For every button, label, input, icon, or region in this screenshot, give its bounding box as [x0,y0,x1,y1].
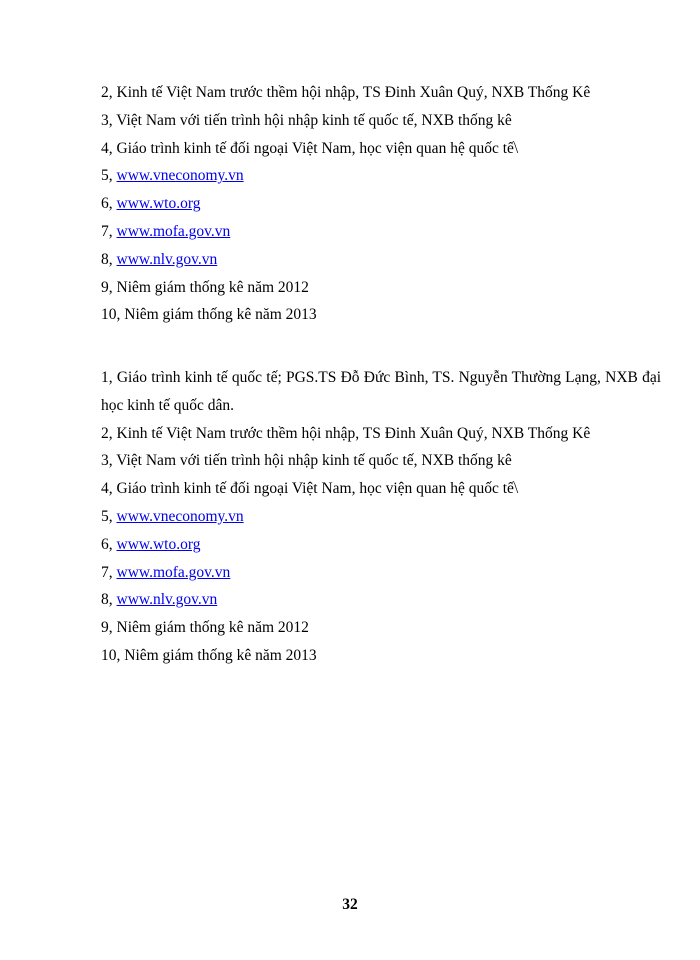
reference-item [101,246,661,274]
reference-link-mofa[interactable]: www.mofa.gov.vn [116,222,231,240]
reference-text: Niêm giám thống kê năm 2013 [124,646,317,664]
reference-link-wto[interactable]: www.wto.org [116,535,201,553]
reference-item [101,135,661,163]
reference-text: Việt Nam với tiến trình hội nhập kinh tế quốc tế, NXB thống kê [116,111,512,129]
reference-link-mofa[interactable]: www.mofa.gov.vn [116,563,231,581]
reference-number: 6, [101,535,113,553]
reference-number: 2, [101,84,113,101]
reference-item [101,420,661,448]
reference-number: 4, [101,480,113,498]
reference-number: 9, [101,619,113,637]
reference-text: Giáo trình kinh tế quốc tế; PGS.TS Đỗ Đức Bình, TS. Nguyễn Thường Lạng, NXB đại học kinh tế quốc dân. [101,369,662,414]
reference-number: 3, [101,452,113,470]
reference-list-second [101,364,661,670]
reference-link-vneconomy[interactable]: www.vneconomy.vn [116,507,244,525]
reference-number: 10, [101,646,121,664]
reference-text: Kinh tế Việt Nam trước thềm hội nhập, TS Đinh Xuân Quý, NXB Thống Kê [116,424,591,442]
reference-item [101,162,661,190]
reference-item [101,586,661,614]
reference-number: 7, [101,222,113,240]
reference-link-nlv[interactable]: www.nlv.gov.vn [116,591,218,609]
reference-number: 8, [101,591,113,609]
reference-item [101,614,661,642]
reference-text: Niêm giám thống kê năm 2012 [116,278,309,296]
reference-number: 10, [101,306,121,324]
reference-text: Niêm giám thống kê năm 2012 [116,619,309,637]
reference-number: 7, [101,563,113,581]
reference-number: 9, [101,278,113,296]
reference-text: Niêm giám thống kê năm 2013 [124,306,317,324]
reference-number: 8, [101,250,113,268]
reference-link-nlv[interactable]: www.nlv.gov.vn [116,250,218,268]
reference-item [101,503,661,531]
reference-number: 5, [101,167,113,185]
reference-item [101,190,661,218]
reference-text: Kinh tế Việt Nam trước thềm hội nhập, TS Đinh Xuân Quý, NXB Thống Kê [116,84,591,101]
reference-item [101,218,661,246]
reference-text: Giáo trình kinh tế đối ngoại Việt Nam, học viện quan hệ quốc tế\ [116,480,519,498]
reference-item [101,642,661,670]
reference-text: Việt Nam với tiến trình hội nhập kinh tế quốc tế, NXB thống kê [116,452,512,470]
reference-item [101,274,661,302]
reference-item [101,301,661,329]
reference-item [101,531,661,559]
reference-link-wto[interactable]: www.wto.org [116,195,201,213]
reference-item [101,475,661,503]
reference-number: 2, [101,424,113,442]
reference-item [101,559,661,587]
reference-text: Giáo trình kinh tế đối ngoại Việt Nam, học viện quan hệ quốc tế\ [116,139,519,157]
reference-item [101,79,661,107]
reference-list-first [101,79,661,329]
reference-item [101,364,661,420]
reference-number: 4, [101,139,113,157]
reference-number: 6, [101,195,113,213]
reference-number: 5, [101,507,113,525]
reference-number: 3, [101,111,113,129]
reference-item [101,447,661,475]
reference-number: 1, [101,369,113,386]
page-number: 32 [342,896,358,913]
reference-link-vneconomy[interactable]: www.vneconomy.vn [116,167,244,185]
reference-item [101,107,661,135]
